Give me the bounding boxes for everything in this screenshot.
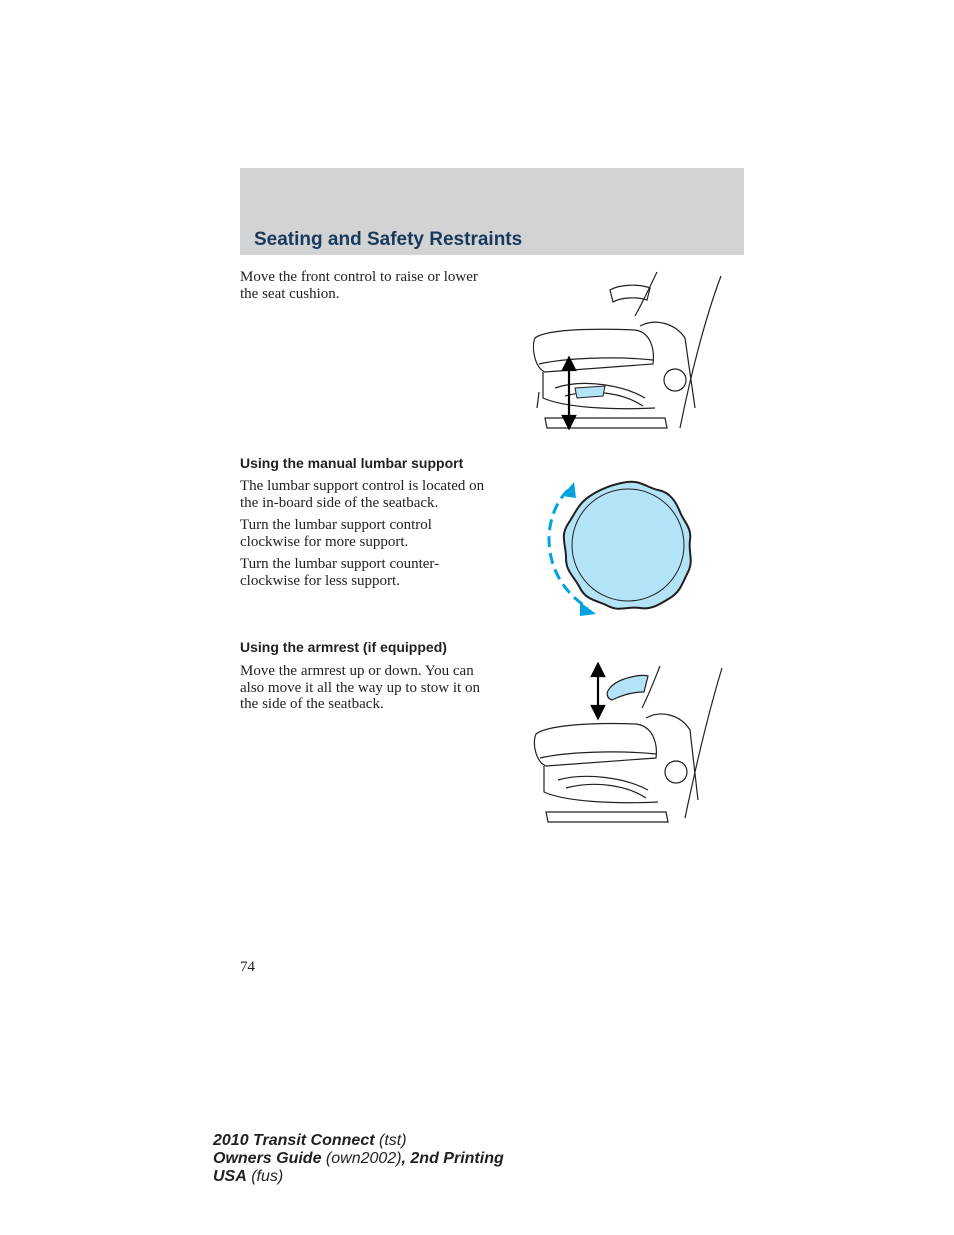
section-title: Seating and Safety Restraints bbox=[254, 229, 523, 250]
section-header-band bbox=[240, 168, 744, 255]
cushion-text bbox=[240, 269, 490, 308]
armrest-illustration bbox=[530, 662, 730, 826]
seat-cushion-illustration bbox=[525, 268, 725, 436]
footer-line-1 bbox=[213, 1132, 504, 1150]
lumbar-heading: Using the manual lumbar support bbox=[240, 455, 464, 471]
lumbar-paragraph-1: The lumbar support control is located on the in-board side of the seatback. bbox=[240, 478, 485, 511]
lumbar-paragraph-2: Turn the lumbar support control clockwise for more support. bbox=[240, 517, 432, 550]
footer-region: USA bbox=[213, 1168, 247, 1185]
footer-guide: Owners Guide bbox=[213, 1150, 322, 1167]
footer-vehicle-code: (tst) bbox=[374, 1132, 407, 1149]
armrest-text bbox=[240, 663, 490, 719]
footer-line-2 bbox=[213, 1150, 504, 1168]
armrest-paragraph: Move the armrest up or down. You can also move it all the way up to stow it on the side of the seatback. bbox=[240, 663, 480, 712]
document-footer bbox=[213, 1132, 504, 1186]
footer-guide-code: (own2002) bbox=[321, 1150, 402, 1167]
footer-region-code: (fus) bbox=[246, 1168, 284, 1185]
lumbar-text bbox=[240, 478, 490, 595]
page-number: 74 bbox=[240, 959, 255, 975]
lumbar-paragraph-3: Turn the lumbar support counter-clockwise for less support. bbox=[240, 556, 440, 589]
cushion-paragraph: Move the front control to raise or lower the seat cushion. bbox=[240, 269, 478, 302]
armrest-heading: Using the armrest (if equipped) bbox=[240, 639, 447, 655]
footer-vehicle: 2010 Transit Connect bbox=[213, 1132, 375, 1149]
footer-line-3 bbox=[213, 1168, 504, 1186]
footer-printing: , 2nd Printing bbox=[401, 1150, 504, 1167]
lumbar-knob-illustration bbox=[540, 478, 700, 620]
